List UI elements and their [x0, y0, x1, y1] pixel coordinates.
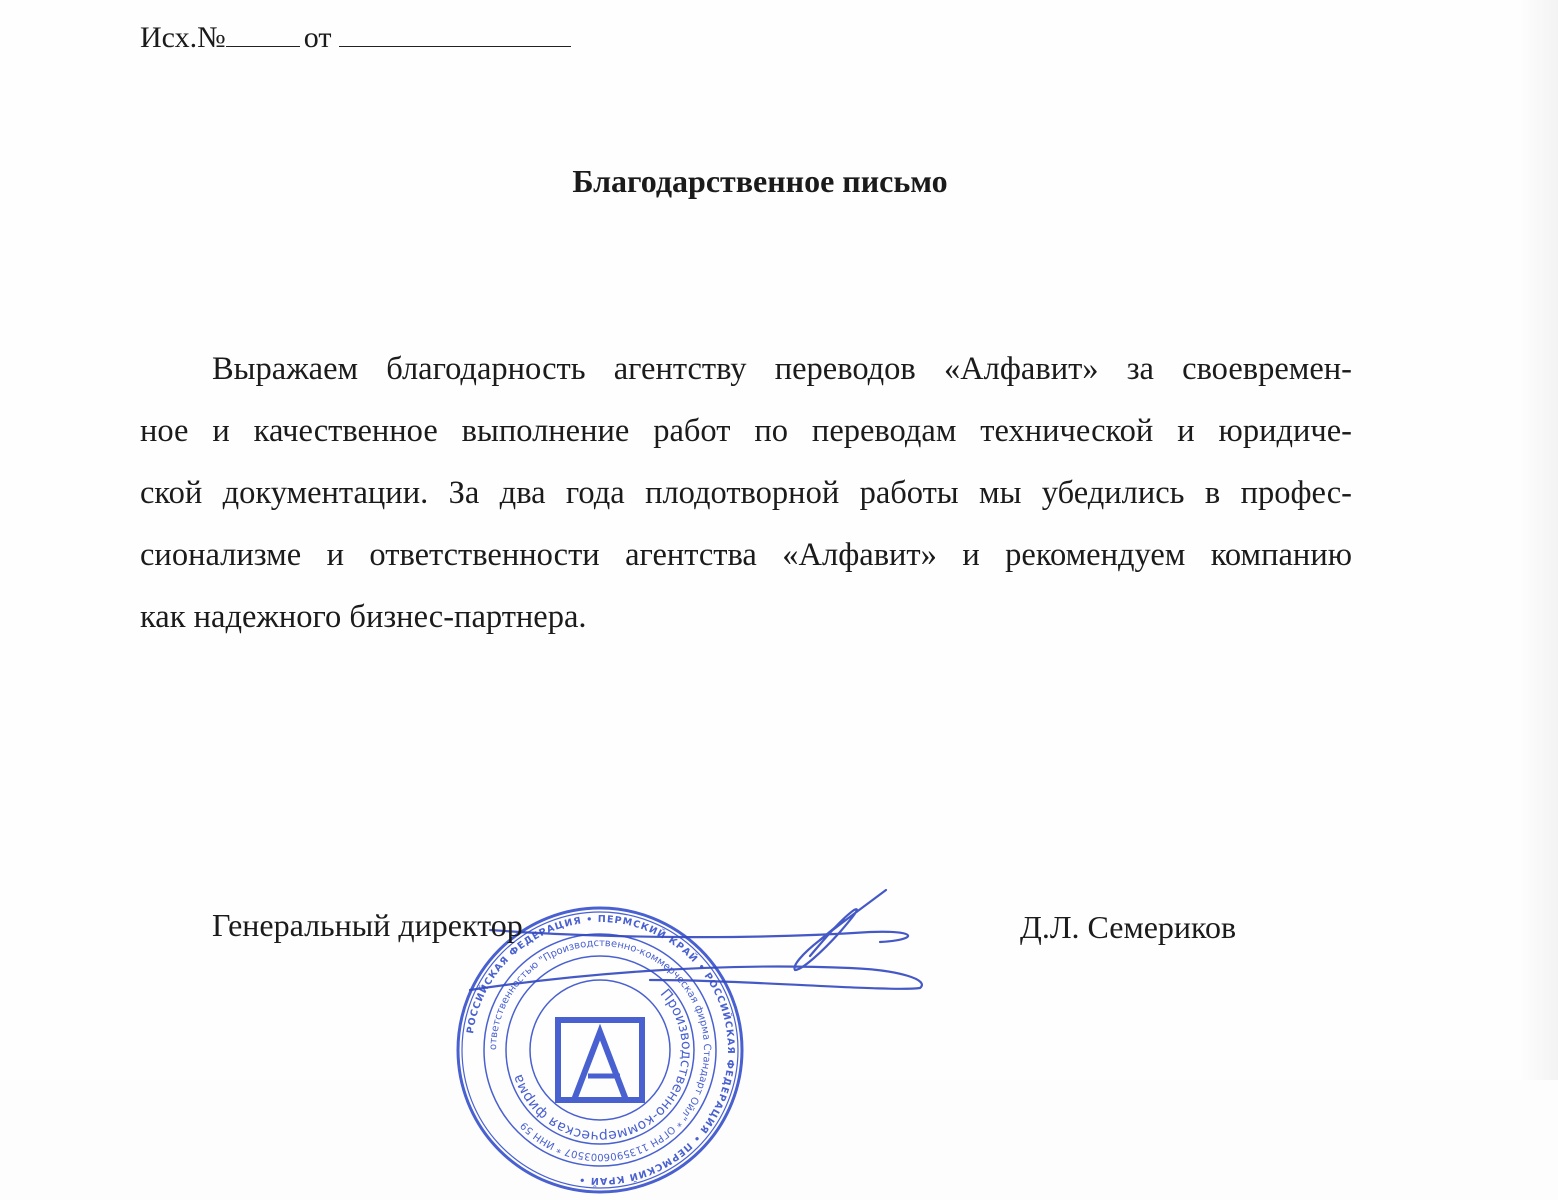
body-line: сионализме и ответственности агентства «Алфавит» и рекомендуем компанию [140, 537, 1352, 573]
handwritten-signature [450, 880, 950, 1020]
stamp-emblem [558, 1020, 642, 1100]
outgoing-reference-line [140, 18, 571, 58]
ref-date-label: от [303, 21, 332, 54]
letter-body [140, 338, 1352, 648]
body-line: как надежного бизнес-партнера. [140, 599, 587, 635]
letter-title: Благодарственное письмо [572, 163, 948, 199]
scan-edge-shadow [1518, 0, 1558, 1080]
stamp-outer-text: РОССИЙСКАЯ ФЕДЕРАЦИЯ • ПЕРМСКИЙ КРАЙ • РОССИЙСКАЯ ФЕДЕРАЦИЯ • ПЕРМСКИЙ КРАЙ • [465, 913, 737, 1187]
ref-number-blank [226, 20, 300, 47]
stamp-middle-text: ответственностью "Производственно-коммерческая фирма Стандарт Ойл" * ОГРН 1135906003507 * ИНН 59 [487, 937, 713, 1163]
signatory-position: Генеральный директор [212, 907, 523, 943]
signatory-name: Д.Л. Семериков [1020, 909, 1237, 945]
ref-date-blank [339, 20, 571, 47]
ref-number-label: Исх.№ [140, 21, 226, 54]
stamp-inner-text: Производственно-коммерческая фирма [509, 986, 695, 1145]
body-line: ное и качественное выполнение работ по переводам технической и юридиче- [140, 413, 1352, 449]
body-line: ской документации. За два года плодотворной работы мы убедились в профес- [140, 475, 1352, 511]
body-line: Выражаем благодарность агентству переводов «Алфавит» за своевремен- [212, 351, 1352, 387]
